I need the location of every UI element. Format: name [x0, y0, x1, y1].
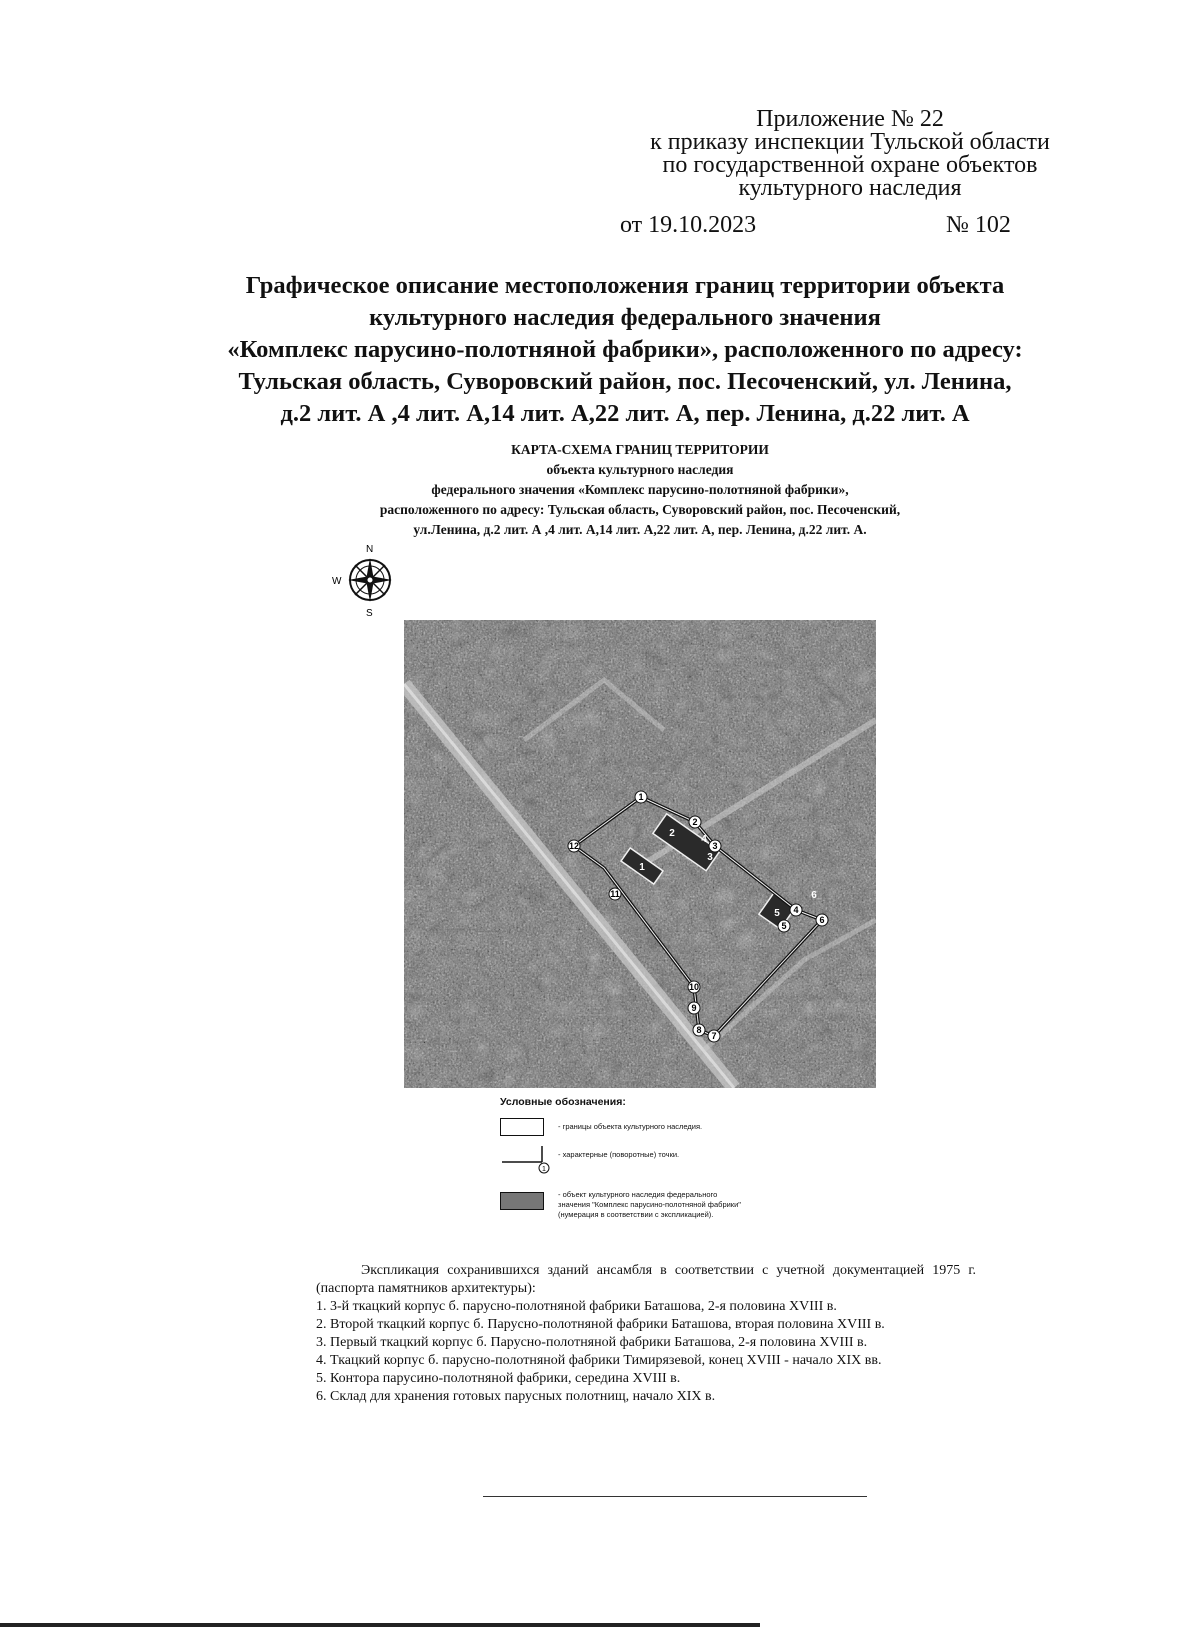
- building-number: 5: [774, 908, 780, 919]
- boundary-point-label: 3: [712, 841, 718, 851]
- title-line: «Комплекс парусино-полотняной фабрики», расположенного по адресу:: [227, 336, 1023, 363]
- building-number: 6: [811, 890, 817, 901]
- legend-title: Условные обозначения:: [500, 1096, 626, 1108]
- annex-number: Приложение № 22: [756, 106, 944, 132]
- explication-item: 5. Контора парусино-полотняной фабрики, середина XVIII в.: [316, 1371, 681, 1386]
- order-reference: к приказу инспекции Тульской области: [650, 129, 1050, 155]
- legend-boundary-text: - границы объекта культурного наследия.: [558, 1122, 703, 1131]
- document-title: [150, 270, 1100, 430]
- order-number: № 102: [946, 212, 1011, 238]
- boundary-point-label: 6: [819, 915, 825, 925]
- map-caption-line: расположенного по адресу: Тульская область, Суворовский район, пос. Песоченский,: [379, 502, 901, 517]
- title-line: д.2 лит. А ,4 лит. А,14 лит. А,22 лит. А, пер. Ленина, д.22 лит. А: [280, 400, 970, 427]
- closing-divider: [483, 1496, 867, 1497]
- boundary-point-label: 1: [638, 792, 644, 802]
- boundary-point-label: 12: [568, 841, 580, 851]
- legend-point-number: 1: [542, 1166, 546, 1173]
- boundary-point-label: 11: [610, 889, 620, 899]
- explication-item: 6. Склад для хранения готовых парусных полотнищ, начало XIX в.: [316, 1389, 716, 1404]
- scan-edge-line: [0, 1623, 760, 1627]
- explication-item: 3. Первый ткацкий корпус б. Парусно-полотняной фабрики Баташова, 2-я половина XVIII в.: [316, 1335, 868, 1350]
- boundary-point-label: 5: [781, 921, 787, 931]
- compass-rose-icon: [330, 540, 410, 620]
- order-reference-line2: по государственной охране объектов: [662, 152, 1038, 178]
- order-date: от 19.10.2023: [620, 212, 757, 238]
- map-caption-heading: КАРТА-СХЕМА ГРАНИЦ ТЕРРИТОРИИ: [511, 442, 769, 457]
- explication-intro: Экспликация сохранившихся зданий ансамбля в соответствии с учетной документацией 1975 г. (паспорта памятников архитектуры):: [316, 1263, 976, 1296]
- building-number: 4: [701, 834, 707, 845]
- explication-item: 4. Ткацкий корпус б. парусно-полотняной фабрики Тимирязевой, конец XVIII - начало XIX вв.: [316, 1353, 882, 1368]
- explication-item: 2. Второй ткацкий корпус б. Парусно-полотняной фабрики Баташова, вторая половина XVIII в.: [316, 1317, 885, 1332]
- boundary-point-label: 8: [696, 1025, 702, 1035]
- compass-north-label: N: [366, 544, 374, 555]
- legend-object-text: [558, 1190, 741, 1220]
- building-number: 1: [639, 862, 645, 873]
- map-caption: [290, 440, 990, 540]
- legend-point-symbol-icon: [500, 1146, 556, 1176]
- legend-object-swatch: [500, 1192, 544, 1210]
- legend-points-text: - характерные (поворотные) точки.: [558, 1150, 680, 1159]
- explication-item: 1. 3-й ткацкий корпус б. парусно-полотняной фабрики Баташова, 2-я половина XVIII в.: [316, 1299, 837, 1314]
- explication: [316, 1262, 976, 1406]
- boundary-point-label: 7: [711, 1031, 717, 1041]
- building-number: 3: [707, 852, 713, 863]
- map-caption-line: ул.Ленина, д.2 лит. А ,4 лит. А,14 лит. А,22 лит. А, пер. Ленина, д.22 лит. А.: [413, 522, 867, 537]
- title-line: культурного наследия федерального значения: [369, 304, 881, 331]
- map-caption-line: объекта культурного наследия: [546, 462, 734, 477]
- compass-south-label: S: [366, 608, 373, 619]
- compass-west-label: W: [332, 576, 342, 587]
- building-number: 2: [669, 828, 675, 839]
- document-header: [600, 108, 1100, 200]
- boundary-point-label: 4: [793, 905, 799, 915]
- order-reference-line3: культурного наследия: [738, 175, 962, 201]
- title-line: Тульская область, Суворовский район, пос. Песоченский, ул. Ленина,: [238, 368, 1012, 395]
- satellite-map: [404, 620, 876, 1088]
- title-line: Графическое описание местоположения границ территории объекта: [245, 272, 1005, 299]
- legend-object-line: - объект культурного наследия федерального: [558, 1190, 718, 1199]
- boundary-point-label: 10: [688, 982, 700, 992]
- legend-object-line: значения "Комплекс парусино-полотняной фабрики": [558, 1200, 741, 1209]
- boundary-point-label: 2: [692, 817, 698, 827]
- map-caption-line: федерального значения «Комплекс парусино-полотняной фабрики»,: [431, 482, 849, 497]
- legend-boundary-swatch: [500, 1118, 544, 1136]
- boundary-point-label: 9: [691, 1003, 697, 1013]
- legend-object-line: (нумерация в соответствии с экспликацией).: [558, 1210, 714, 1219]
- map-legend: [500, 1096, 800, 1219]
